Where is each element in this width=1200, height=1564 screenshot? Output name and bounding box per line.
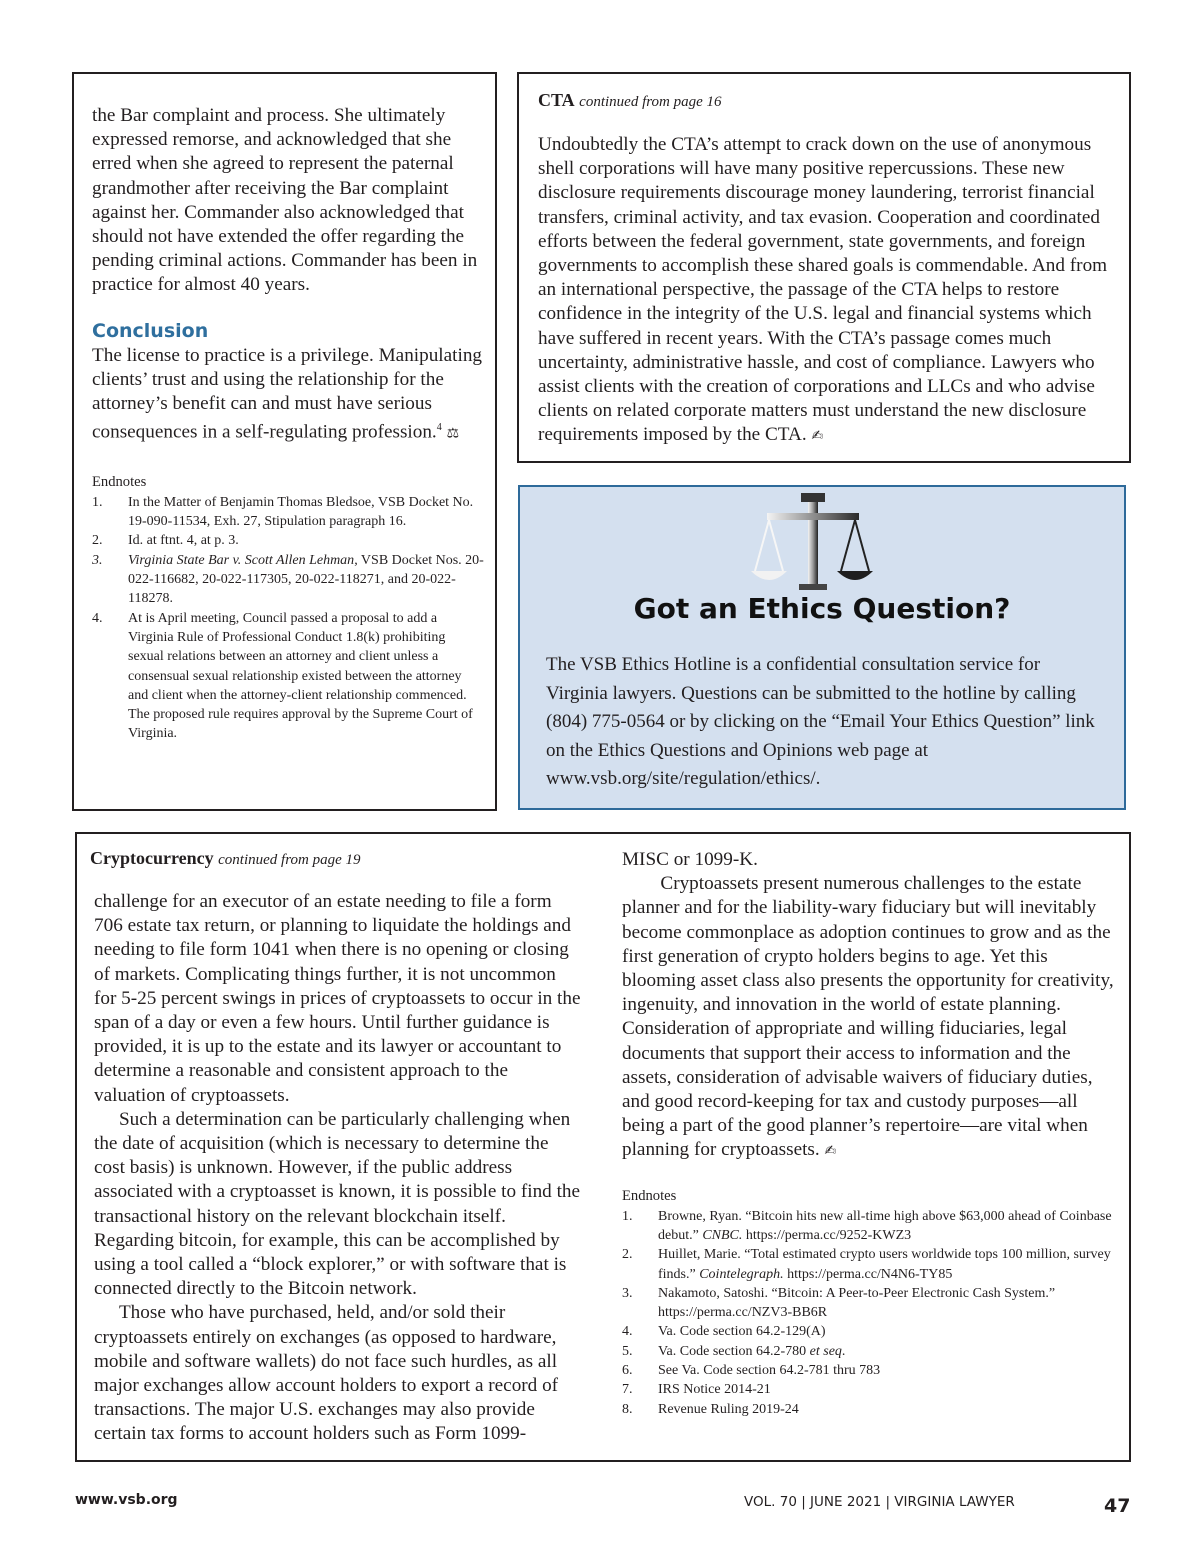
footer-website[interactable]: www.vsb.org <box>75 1492 178 1508</box>
ethics-title: Got an Ethics Question? <box>633 592 1011 625</box>
left-endnotes-list <box>92 493 484 744</box>
cta-paragraph: Undoubtedly the CTA’s attempt to crack down on the use of anonymous shell corporations will have many positive repercussions. These new disclosure requirements discourage money laundering, terrorist financial transfers, criminal activity, and tax evasion. Cooperation and coordinated efforts between the federal government, state governments, and foreign governments to accomplish these shared goals is commendable. And from an international perspective, the passage of the CTA helps to restore confidence in the integrity of the U.S. legal and financial systems which have suffered in recent years. With the CTA’s passage comes much uncertainty, administrative hassle, and cost of compliance. Lawyers who assist clients with the creation of corporations and LLCs and who advise clients on related corporate matters must understand the new disclosure requirements imposed by the CTA. ✍ <box>538 134 1108 446</box>
scales-end-icon: ⚖ <box>446 425 460 442</box>
crypto-right-column <box>622 848 1116 1419</box>
left-endnotes-title: Endnotes <box>92 473 147 490</box>
list-item: 2. Huillet, Marie. “Total estimated crypto users worldwide tops 100 million, survey finds.” Cointelegraph. https://perma.cc/N4N6-TY85 <box>622 1247 1111 1282</box>
crypto-endnotes-title: Endnotes <box>622 1187 677 1204</box>
list-item: 4. At is April meeting, Council passed a proposal to add a Virginia Rule of Professional Conduct 1.8(k) prohibiting sexual relations between an attorney and client unless a consensual sexual relationship existed between the attorney and client when the attorney-client relationship commenced. The proposed rule requires approval by the Supreme Court of Virginia. <box>92 610 473 742</box>
crypto-right-first-line: MISC or 1099-K. <box>622 849 758 870</box>
crypto-paragraph-2: Such a determination can be particularly challenging when the date of acquisition (which is necessary to determine the cost basis) is unknown. However, if the public address associated with a cryptoasset is known, it is possible to find the transactional history on the relevant blockchain itself. Regarding bitcoin, for example, this can be accomplished by using a tool called a “block explorer,” or with software that is connected directly to the Bitcoin network. <box>94 1108 581 1300</box>
list-item: 3. Virginia State Bar v. Scott Allen Lehman, VSB Docket Nos. 20-022-116682, 20-022-117305, 20-022-118271, and 20-022-118278. <box>92 552 484 607</box>
cta-article-box <box>517 72 1131 463</box>
scales-of-justice-icon <box>749 493 879 593</box>
cta-continued-heading <box>538 90 1114 111</box>
left-endnotes <box>92 474 484 744</box>
crypto-paragraph-1: challenge for an executor of an estate needing to file a form 706 estate tax return, or planning to liquidate the holdings and needing to file form 1041 when there is no opening or closing of markets. Complicating things further, it is not uncommon for 5-25 percent swings in prices of cryptoassets to occur in the span of a day or even a few hours. Until further guidance is provided, it is up to the estate and its lawyer or accountant to determine a reasonable and consistent approach to the valuation of cryptoassets. <box>94 891 581 1106</box>
list-item: 2. Id. at ftnt. 4, at p. 3. <box>92 533 239 549</box>
crypto-label: Cryptocurrency <box>90 848 214 868</box>
left-article-box <box>72 72 497 811</box>
crypto-right-paragraph: Cryptoassets present numerous challenges to the estate planner and for the liability-wary fiduciary but will inevitably become commonplace as adoption continues to grow and as the first generation of crypto holders begins to age. Yet this blooming asset class also presents the opportunity for creativity, ingenuity, and innovation in the world of estate planning. Consideration of appropriate and willing fiduciaries, legal documents that support their access to information and the assets, consideration of advisable waivers of fiduciary duties, and good record-keeping for tax and custody purposes—all being a part of the good planner’s repertoire—are vital when planning for cryptoassets. ✍ <box>622 873 1114 1161</box>
conclusion-heading: Conclusion <box>92 319 209 342</box>
page-number: 47 <box>1104 1495 1131 1517</box>
crypto-paragraph-3: Those who have purchased, held, and/or sold their cryptoassets entirely on exchanges (as opposed to hardware, mobile and software wallets) do not face such hurdles, as all major exchanges allow account holders to export a record of transactions. The major U.S. exchanges may also provide certain tax forms to account holders such as Form 1099- <box>94 1302 559 1445</box>
list-item: 6. See Va. Code section 64.2-781 thru 783 <box>622 1363 881 1379</box>
footer-issue: VOL. 70 | JUNE 2021 | VIRGINIA LAWYER <box>744 1494 1015 1510</box>
list-item: 4. Va. Code section 64.2-129(A) <box>622 1324 826 1340</box>
pen-end-icon: ✍ <box>811 428 824 445</box>
list-item: 5. Va. Code section 64.2-780 et seq. <box>622 1343 846 1359</box>
crypto-continued-link[interactable]: continued from page 19 <box>218 852 361 868</box>
ethics-description: The VSB Ethics Hotline is a confidential consultation service for Virginia lawyers. Questions can be submitted to the hotline by calling (804) 775-0564 or by clicking on the “Email Your Ethics Question” link on the Ethics Questions and Opinions web page at www.vsb.org/site/regulation/ethics/. <box>546 654 1095 789</box>
list-item: 1. In the Matter of Benjamin Thomas Bledsoe, VSB Docket No. 19-090-11534, Exh. 27, Stipulation paragraph 16. <box>92 494 474 530</box>
ethics-hotline-box <box>518 485 1126 810</box>
crypto-endnotes-list <box>622 1207 1116 1419</box>
conclusion-footnote: 4 <box>436 422 442 434</box>
list-item: 3. Nakamoto, Satoshi. “Bitcoin: A Peer-to-Peer Electronic Cash System.” https://perma.cc/NZV3-BB6R <box>622 1285 1056 1321</box>
crypto-left-column <box>94 890 582 1447</box>
list-item: 8. Revenue Ruling 2019-24 <box>622 1401 799 1417</box>
conclusion-text: The license to practice is a privilege. Manipulating clients’ trust and using the relationship for the attorney’s benefit can and must have serious consequences in a self-regulating profession. <box>92 344 483 443</box>
crypto-continued-heading <box>90 848 586 869</box>
crypto-endnotes <box>622 1188 1116 1419</box>
cta-label: CTA <box>538 90 575 110</box>
left-intro-paragraph: the Bar complaint and process. She ultimately expressed remorse, and acknowledged that she erred when she agreed to represent the paternal grandmother after receiving the Bar complaint against her. Commander also acknowledged that should not have extended the offer regarding the pending criminal actions. Commander has been in practice for almost 40 years. <box>92 105 478 296</box>
pen-end-icon: ✍ <box>824 1143 837 1160</box>
cta-continued-link[interactable]: continued from page 16 <box>579 94 722 110</box>
list-item: 1. Browne, Ryan. “Bitcoin hits new all-time high above $63,000 ahead of Coinbase debut.” CNBC. https://perma.cc/9252-KWZ3 <box>622 1208 1112 1243</box>
crypto-article-box <box>75 832 1131 1462</box>
conclusion-paragraph <box>92 344 484 446</box>
list-item: 7. IRS Notice 2014-21 <box>622 1382 771 1398</box>
